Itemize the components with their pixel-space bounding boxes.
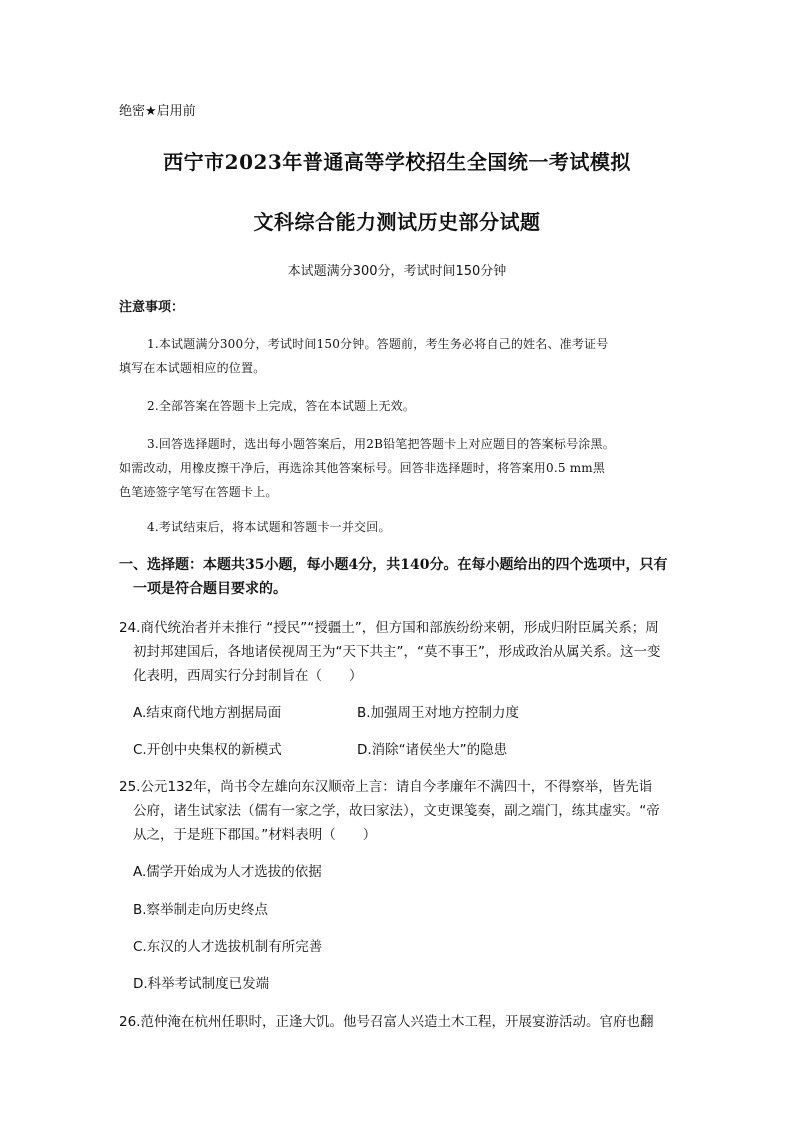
notice-item-3-line1: 3.回答选择题时，选出每小题答案后，用2B铅笔把答题卡上对应题目的答案标号涂黑。: [147, 437, 615, 451]
question-24-line3: 化表明，西周实行分封制旨在（ ）: [133, 668, 363, 684]
notice-item-3-line2: 如需改动，用橡皮擦干净后，再选涂其他答案标号。回答非选择题时，将答案用0.5 mm黑: [119, 461, 606, 475]
question-24-option-b: B.加强周王对地方控制力度: [357, 705, 520, 721]
question-25-line2: 公府，诸生试家法（儒有一家之学，故曰家法），文吏课笺奏，副之端门，练其虚实。“帝: [133, 803, 660, 819]
question-24-option-a: A.结束商代地方割据局面: [133, 705, 282, 721]
exam-title-line2: 文科综合能力测试历史部分试题: [253, 210, 541, 234]
question-24-line2: 初封邦建国后，各地诸侯视周王为“天下共主”，“莫不事王”，形成政治从属关系。这一变: [133, 644, 661, 660]
notice-item-2: 2.全部答案在答题卡上完成，答在本试题上无效。: [147, 399, 416, 413]
question-25-option-a: A.儒学开始成为人才选拔的依据: [133, 864, 322, 880]
exam-subtitle: 本试题满分300分，考试时间150分钟: [287, 264, 507, 279]
question-25-line3: 从之，于是班下郡国。”材料表明（ ）: [133, 827, 377, 843]
exam-title-line1: 西宁市2023年普通高等学校招生全国统一考试模拟: [163, 150, 631, 174]
question-24-line1: 24.商代统治者并未推行 “授民”“授疆土”，但方国和部族纷纷来朝，形成归附臣属关系；周: [119, 620, 659, 636]
section-heading-line1: 一、选择题：本题共35小题，每小题4分，共140分。在每小题给出的四个选项中，只有: [119, 557, 668, 573]
question-25-line1: 25.公元132年，尚书令左雄向东汉顺帝上言：请自今孝廉年不满四十，不得察举，皆先诣: [119, 779, 653, 795]
question-24-option-d: D.消除“诸侯坐大”的隐患: [357, 742, 508, 758]
notice-heading: 注意事项：: [119, 300, 185, 315]
question-25-option-b: B.察举制走向历史终点: [133, 902, 269, 918]
confidential-label: 绝密★启用前: [119, 104, 196, 119]
notice-item-3-line3: 色笔迹签字笔写在答题卡上。: [119, 485, 278, 499]
question-24-option-c: C.开创中央集权的新模式: [133, 742, 282, 758]
notice-item-1-line2: 填写在本试题相应的位置。: [119, 361, 266, 375]
question-26-line1: 26.范仲淹在杭州任职时，正逢大饥。他号召富人兴造土木工程，开展宴游活动。官府也翻: [119, 1014, 654, 1030]
question-25-option-d: D.科举考试制度已发端: [133, 976, 270, 992]
question-25-option-c: C.东汉的人才选拔机制有所完善: [133, 939, 323, 955]
notice-item-4: 4.考试结束后，将本试题和答题卡一并交回。: [147, 520, 391, 534]
notice-item-1-line1: 1.本试题满分300分，考试时间150分钟。答题前，考生务必将自己的姓名、准考证号: [147, 337, 609, 351]
section-heading-line2: 一项是符合题目要求的。: [133, 581, 287, 597]
